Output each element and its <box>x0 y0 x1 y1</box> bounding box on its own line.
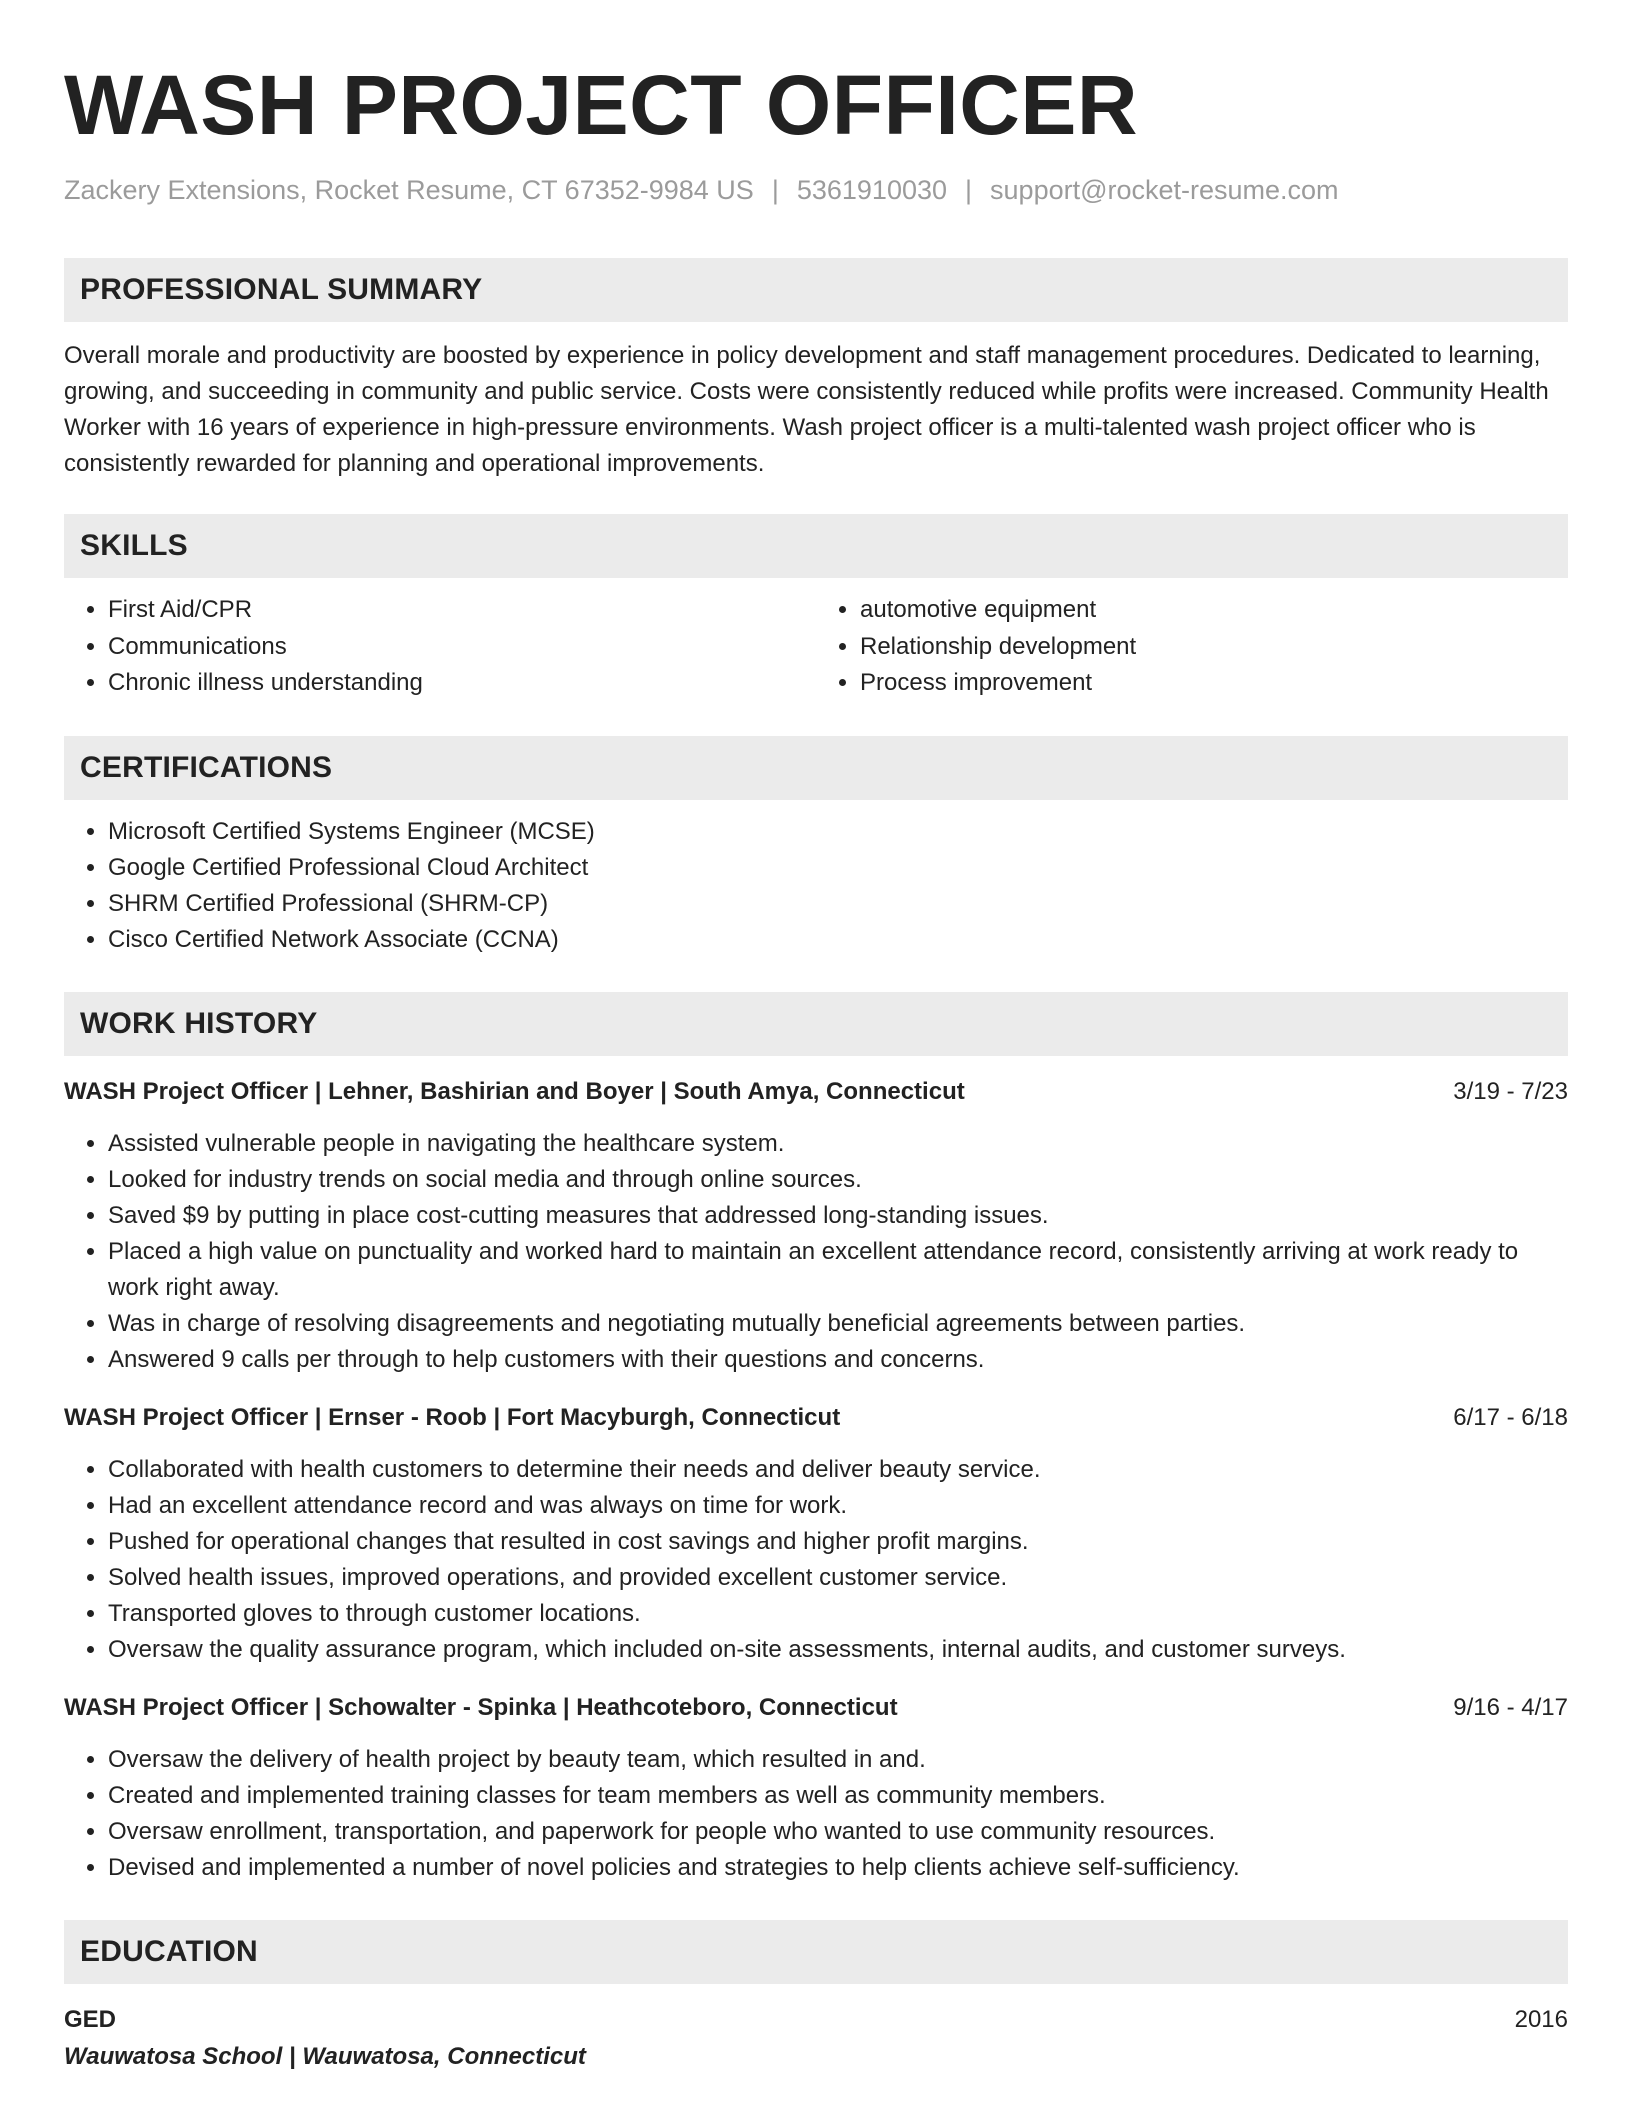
job-dates: 3/19 - 7/23 <box>1453 1077 1568 1105</box>
list-item: • Communications <box>108 629 816 666</box>
job-title: WASH Project Officer | Schowalter - Spinka | Heathcoteboro, Connecticut <box>64 1693 898 1721</box>
section-header-skills <box>64 514 1568 578</box>
list-item: • SHRM Certified Professional (SHRM-CP) <box>108 886 1568 922</box>
certifications-list <box>64 814 1568 958</box>
list-item: • Google Certified Professional Cloud Architect <box>108 850 1568 886</box>
section-header-certifications <box>64 736 1568 800</box>
list-item: • Oversaw the quality assurance program, which included on-site assessments, internal audits, and customer surveys. <box>108 1632 1568 1668</box>
section-header-summary <box>64 258 1568 322</box>
list-item: • Created and implemented training classes for team members as well as community members. <box>108 1778 1568 1814</box>
section-title-skills: SKILLS <box>80 529 188 562</box>
job-dates: 6/17 - 6/18 <box>1453 1403 1568 1431</box>
skills-list-right <box>816 592 1568 702</box>
list-item: • Solved health issues, improved operations, and provided excellent customer service. <box>108 1560 1568 1596</box>
list-item: • Relationship development <box>860 629 1568 666</box>
list-item: • Oversaw enrollment, transportation, and paperwork for people who wanted to use community resources. <box>108 1814 1568 1850</box>
contact-line <box>64 172 1568 208</box>
list-item: • Placed a high value on punctuality and worked hard to maintain an excellent attendance record, consistently arriving at work ready to work right away. <box>108 1234 1568 1306</box>
contact-separator: | <box>771 175 779 205</box>
list-item: • Answered 9 calls per through to help customers with their questions and concerns. <box>108 1342 1568 1378</box>
contact-separator: | <box>965 175 973 205</box>
skills-grid <box>64 592 1568 702</box>
list-item: • First Aid/CPR <box>108 592 816 629</box>
list-item: • Devised and implemented a number of novel policies and strategies to help clients achieve self-sufficiency. <box>108 1850 1568 1886</box>
contact-address: Zackery Extensions, Rocket Resume, CT 67352-9984 US <box>64 175 754 205</box>
education-degree: GED <box>64 2005 117 2033</box>
skills-list-left <box>64 592 816 702</box>
section-title-certifications: CERTIFICATIONS <box>80 750 333 784</box>
education-year: 2016 <box>1514 2005 1568 2033</box>
job-entry <box>64 1690 1568 1886</box>
job-entry <box>64 1400 1568 1668</box>
contact-phone: 5361910030 <box>796 175 948 205</box>
job-entry <box>64 1074 1568 1378</box>
resume-name-title: WASH PROJECT OFFICER <box>64 58 1139 152</box>
summary-text: Overall morale and productivity are boosted by experience in policy development and staff management procedures. Dedicated to learning, growing, and succeeding in community and public service. Costs were consistently reduced while profits were increased. Community Health Worker with 16 years of experience in high-pressure environments. Wash project officer is a multi-talented wash project officer who is consistently rewarded for planning and operational improvements. <box>64 342 1549 477</box>
section-title-summary: PROFESSIONAL SUMMARY <box>80 273 483 306</box>
job-dates: 9/16 - 4/17 <box>1453 1693 1568 1721</box>
list-item: • Had an excellent attendance record and was always on time for work. <box>108 1488 1568 1524</box>
list-item: • Chronic illness understanding <box>108 665 816 702</box>
section-header-work-history <box>64 992 1568 1056</box>
job-bullets <box>64 1452 1568 1668</box>
list-item: • Process improvement <box>860 665 1568 702</box>
section-title-education: EDUCATION <box>80 1934 258 1968</box>
job-header <box>64 1400 1568 1436</box>
list-item: • Assisted vulnerable people in navigating the healthcare system. <box>108 1126 1568 1162</box>
section-title-work-history: WORK HISTORY <box>80 1006 318 1040</box>
job-bullets <box>64 1126 1568 1378</box>
job-header <box>64 1690 1568 1726</box>
list-item: • Collaborated with health customers to determine their needs and deliver beauty service. <box>108 1452 1568 1488</box>
list-item: • Was in charge of resolving disagreements and negotiating mutually beneficial agreements between parties. <box>108 1306 1568 1342</box>
job-title: WASH Project Officer | Lehner, Bashirian and Boyer | South Amya, Connecticut <box>64 1077 965 1105</box>
list-item: • Transported gloves to through customer locations. <box>108 1596 1568 1632</box>
section-header-education <box>64 1920 1568 1984</box>
job-bullets <box>64 1742 1568 1886</box>
list-item: • Oversaw the delivery of health project by beauty team, which resulted in and. <box>108 1742 1568 1778</box>
list-item: • Microsoft Certified Systems Engineer (MCSE) <box>108 814 1568 850</box>
list-item: • Saved $9 by putting in place cost-cutting measures that addressed long-standing issues. <box>108 1198 1568 1234</box>
list-item: • automotive equipment <box>860 592 1568 629</box>
list-item: • Pushed for operational changes that resulted in cost savings and higher profit margins. <box>108 1524 1568 1560</box>
list-item: • Cisco Certified Network Associate (CCNA) <box>108 922 1568 958</box>
contact-email: support@rocket-resume.com <box>990 175 1339 205</box>
job-title: WASH Project Officer | Ernser - Roob | Fort Macyburgh, Connecticut <box>64 1403 841 1431</box>
education-school: Wauwatosa School | Wauwatosa, Connecticut <box>64 2042 586 2070</box>
job-header <box>64 1074 1568 1110</box>
education-header <box>64 2002 1568 2038</box>
list-item: • Looked for industry trends on social media and through online sources. <box>108 1162 1568 1198</box>
